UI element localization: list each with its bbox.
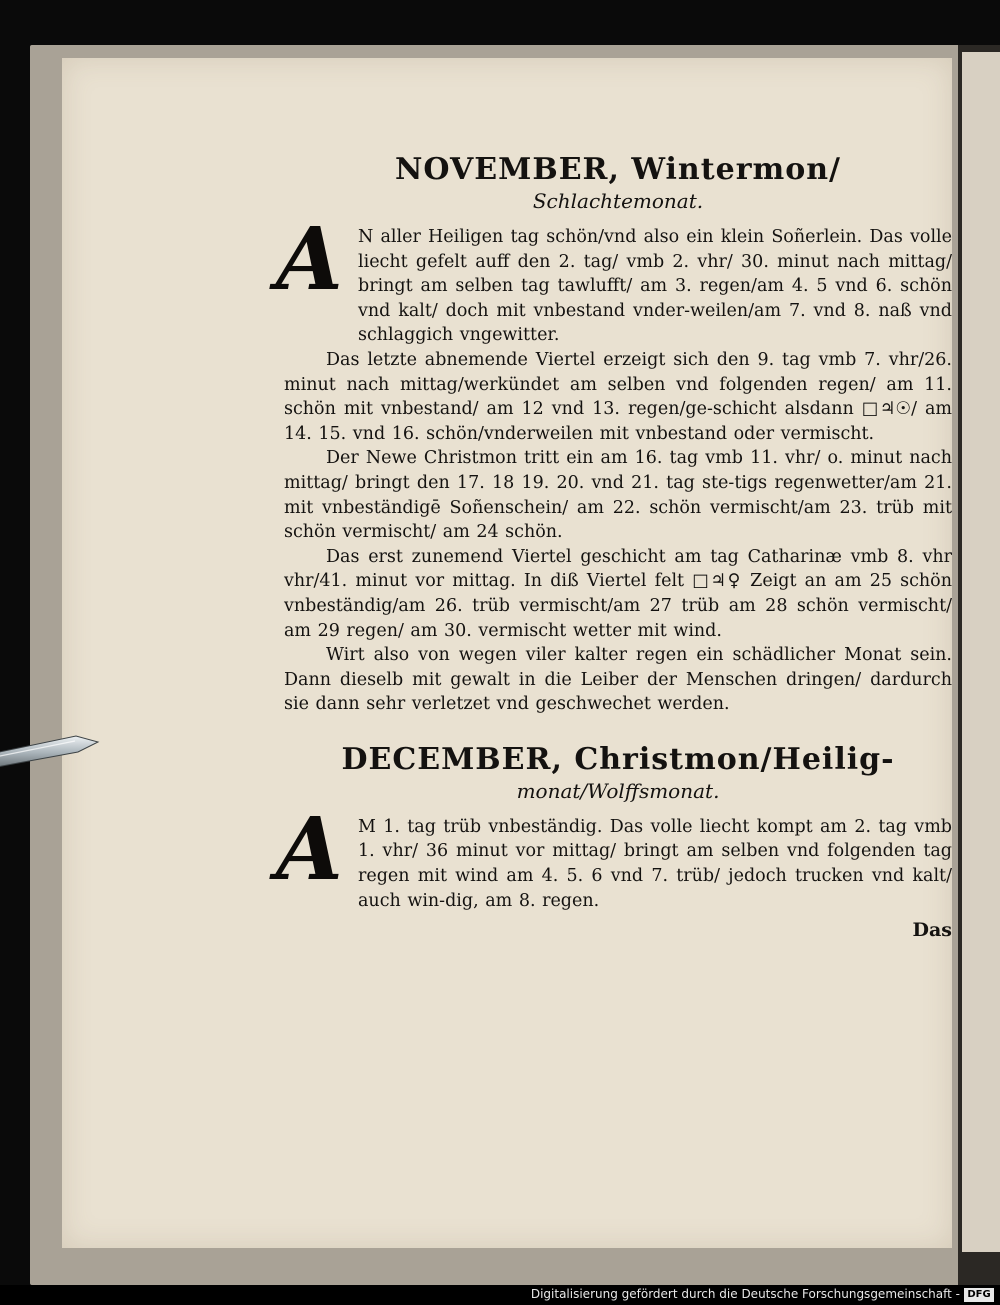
november-subheading: Schlachtemonat.: [532, 189, 704, 213]
november-paragraph-2: Das letzte abnemende Viertel erzeigt sich den 9. tag vmb 7. vhr/26. minut nach mittag/werkündet am selben vnd folgenden regen/ am 11. schön mit vnbestand/ am 12 vnd 13. regen/ge-schicht alsdann □♃☉/ am 14. 15. vnd 16. schön/vnderweilen mit vnbestand oder vermischt.: [284, 349, 952, 444]
november-section: [276, 152, 952, 717]
november-paragraph-1: [276, 209, 952, 348]
facing-page: [962, 52, 1000, 1252]
printed-page: [62, 58, 952, 1248]
november-paragraph-3: Der Newe Christmon tritt ein am 16. tag vmb 11. vhr/ o. minut nach mittag/ bringt den 17. 18 19. 20. vnd 21. tag ste-tigs regenwetter/am 21. mit vnbeständigē Soñenschein/ am 22. schön vermischt/am 23. trüb mit schön vermischt/ am 24 schön.: [284, 448, 952, 543]
november-paragraph-4: Das erst zunemend Viertel geschicht am tag Catharinæ vmb 8. vhr vhr/41. minut vor mittag. In diß Viertel felt □♃♀ Zeigt an am 25 schön vnbeständig/am 26. trüb vermischt/am 27 trüb am 28 schön vermischt/ am 29 regen/ am 30. vermischt wetter mit wind.: [284, 546, 952, 641]
november-paragraph-1-text: N aller Heiligen tag schön/vnd also ein klein Soñerlein. Das volle liecht gefelt auff den 2. tag/ vmb 2. vhr/ 30. minut nach mittag/ bringt am selben tag tawlufft/ am 3. regen/am 4. 5 vnd 6. schön vnd kalt/ doch mit vnbestand vnder-weilen/am 7. vnd 8. naß vnd schlaggich vngewitter.: [358, 227, 952, 346]
december-dropcap: A: [276, 798, 343, 900]
catchword: Das: [912, 919, 952, 942]
november-dropcap: A: [276, 209, 343, 310]
december-paragraph-1: [276, 798, 952, 913]
december-paragraph-1-text: M 1. tag trüb vnbeständig. Das volle liecht kompt am 2. tag vmb 1. vhr/ 36 minut vor mittag/ bringt am selben vnd folgenden tag regen mit wind am 4. 5. 6 vnd 7. trüb/ jedoch trucken vnd kalt/ auch win-dig, am 8. regen.: [358, 816, 952, 911]
pen-pointer-icon: [0, 728, 100, 768]
footer-bar: [0, 1285, 1000, 1305]
december-section: [276, 741, 952, 913]
footer-credit: Digitalisierung gefördert durch die Deutsche Forschungsgemeinschaft -: [530, 1287, 960, 1301]
november-heading: NOVEMBER, Wintermon/: [394, 152, 842, 187]
page-text: [276, 152, 952, 942]
november-paragraph-5: Wirt also von wegen viler kalter regen ein schädlicher Monat sein. Dann dieselb mit gewalt in die Leiber der Menschen dringen/ dardurch sie dann sehr verletzet vnd geschwechet werden.: [284, 645, 952, 715]
december-heading: DECEMBER, Christmon/Heilig-: [341, 741, 895, 777]
december-subheading: monat/Wolffsmonat.: [516, 778, 720, 803]
dfg-logo: DFG: [964, 1288, 994, 1302]
